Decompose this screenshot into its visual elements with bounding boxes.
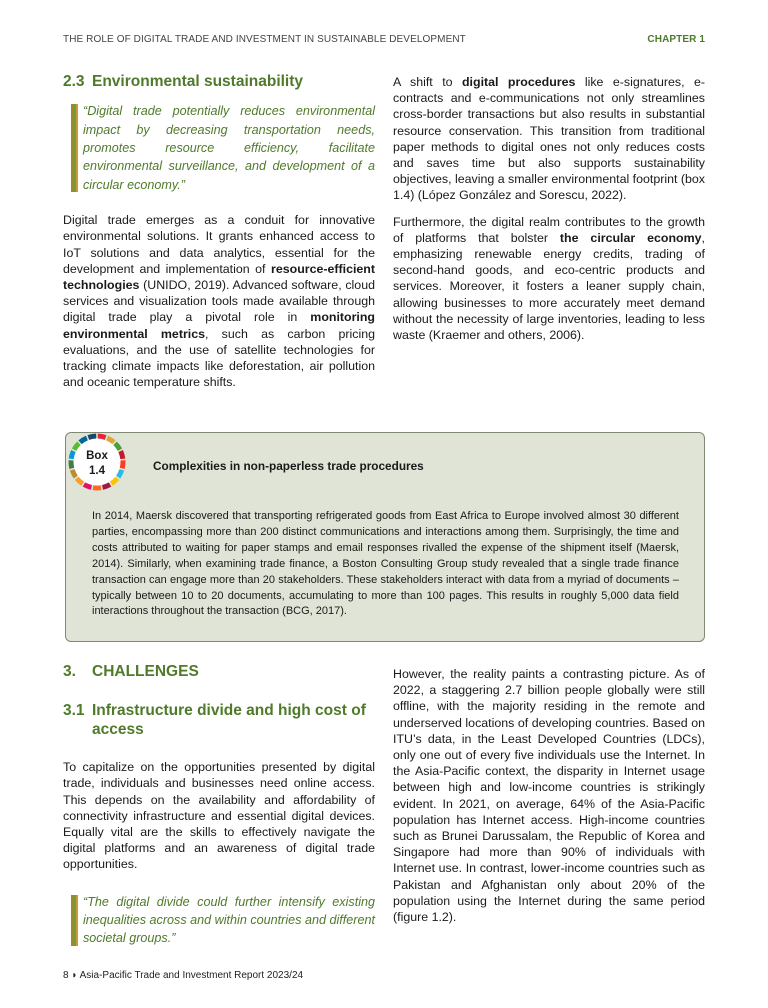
sdg-wheel-segment	[84, 485, 91, 488]
quote-bar-icon	[71, 895, 78, 946]
running-header-title: THE ROLE OF DIGITAL TRADE AND INVESTMENT IN SUSTAINABLE DEVELOPMENT	[63, 34, 466, 45]
chapter-label: CHAPTER 1	[647, 34, 705, 45]
section-2-3-heading	[63, 74, 375, 90]
section-3-1-title: Infrastructure divide and high cost of access	[92, 702, 366, 739]
paragraph-circular-economy: Furthermore, the digital realm contributes to the growth of platforms that bolster the circular economy, emphasizing renewable energy credits, trading of second-hand goods, and eco-centric products and services. Moreover, it fosters a leaner supply chain, allowing businesses to more accurately meet demand without the necessity of large inventories, leading to less waste (Kraemer and others, 2006).	[393, 214, 705, 343]
section-3-heading	[63, 664, 375, 680]
sdg-wheel-segment	[103, 485, 110, 488]
sdg-wheel-segment	[122, 460, 123, 468]
footer-report-title: Asia-Pacific Trade and Investment Report 2023/24	[79, 970, 304, 981]
running-header	[63, 34, 705, 48]
section-3-1-number: 3.1	[63, 702, 85, 720]
pull-quote-environment	[63, 102, 375, 194]
left-column-bottom	[63, 664, 375, 948]
section-3-number: 3.	[63, 663, 76, 680]
pull-quote-text: “The digital divide could further intensify existing inequalities across and within countries and different societal groups.”	[83, 894, 375, 946]
paragraph-contrasting-picture: However, the reality paints a contrasting picture. As of 2022, a staggering 2.7 billion people globally were still offline, with the majority residing in the remote and underserved locations of developing countries. Based on ITU’s data, in the Least Developed Countries (LDCs), only one out of every five individuals use the Internet. In the Asia-Pacific context, the disparity in Internet usage between high and low-income countries is strikingly evident. In 2021, on average, 64% of the Asia-Pacific population has Internet access. High-income countries such as Brunei Darussalam, the Republic of Korea and Singapore had more than 90% of individuals with Internet use. In contrast, lower-income countries such as Pakistan and Afghanistan only about 20% of the population using the Internet during the same period (figure 1.2).	[393, 667, 705, 925]
sdg-wheel-segment	[98, 436, 106, 437]
sdg-wheel-segment	[88, 436, 96, 437]
sdg-wheel-segment	[71, 460, 72, 468]
section-3-title: CHALLENGES	[92, 663, 199, 680]
page-number: 8	[63, 970, 69, 981]
quote-bar-icon	[71, 104, 78, 192]
section-2-3-title: Environmental sustainability	[92, 73, 304, 90]
box-1-4	[65, 432, 705, 642]
section-2-3-number: 2.3	[63, 73, 85, 90]
box-title: Complexities in non-paperless trade procedures	[153, 459, 424, 473]
pull-quote-digital-divide	[63, 893, 375, 948]
sdg-wheel-icon	[66, 431, 128, 493]
sdg-wheel-segment	[121, 451, 123, 459]
box-label: Box 1.4	[86, 450, 108, 477]
pull-quote-text: “Digital trade potentially reduces environmental impact by decreasing transportation needs, promotes resource efficiency, facilitate environmental surveillance, and development of a circular economy.”	[83, 104, 375, 192]
box-body-text: In 2014, Maersk discovered that transporting refrigerated goods from East Africa to Europe involved almost 30 different parties, encompassing more than 200 distinct communications and interactions among them. Surprisingly, the time and costs attributed to waiting for paper stamps and email responses rivalled the expense of the shipment itself (Maersk, 2014). Similarly, when examining trade finance, a Boston Consulting Group study revealed that a single trade finance transaction can engage more than 20 stakeholders. These stakeholders interact with data from a myriad of documents – typically between 10 to 20 documents, accumulating to more than 100 pages. This results in roughly 5,000 data field interactions throughout the transaction (BCG, 2017).	[92, 510, 679, 618]
footer-separator: ◗	[71, 970, 78, 981]
paragraph-digital-trade-conduit: Digital trade emerges as a conduit for innovative environmental solutions. It grants enhanced access to IoT solutions and data analytics, essential for the development and implementation of resource-efficient technologies (UNIDO, 2019). Advanced software, cloud services and visualization tools made available through digital trade play a pivotal role in monitoring environmental metrics, such as carbon pricing evaluations, and the use of satellite technologies for tracking climate impacts like deforestation, air pollution and oceanic temperature shifts.	[63, 213, 375, 390]
paragraph-digital-procedures: A shift to digital procedures like e-signatures, e-contracts and e-communications not only streamlines cross-border transactions but also results in substantial resource conservation. This transition from traditional paper methods to digital ones not only reduces costs and saves time but also supports sustainability objectives, leaving a smaller environmental footprint (box 1.4) (López González and Sorescu, 2022).	[393, 75, 705, 203]
right-column-top	[393, 74, 705, 353]
left-column-top	[63, 74, 375, 400]
right-column-bottom	[393, 666, 705, 935]
paragraph-online-access: To capitalize on the opportunities presented by digital trade, individuals and businesses need online access. This depends on the availability and affordability of connectivity infrastructure and essential digital devices. Equally vital are the skills to effectively navigate the digital platforms and an awareness of digital trade opportunities.	[63, 760, 375, 872]
section-3-1-heading	[63, 701, 375, 739]
page-footer	[63, 970, 303, 981]
